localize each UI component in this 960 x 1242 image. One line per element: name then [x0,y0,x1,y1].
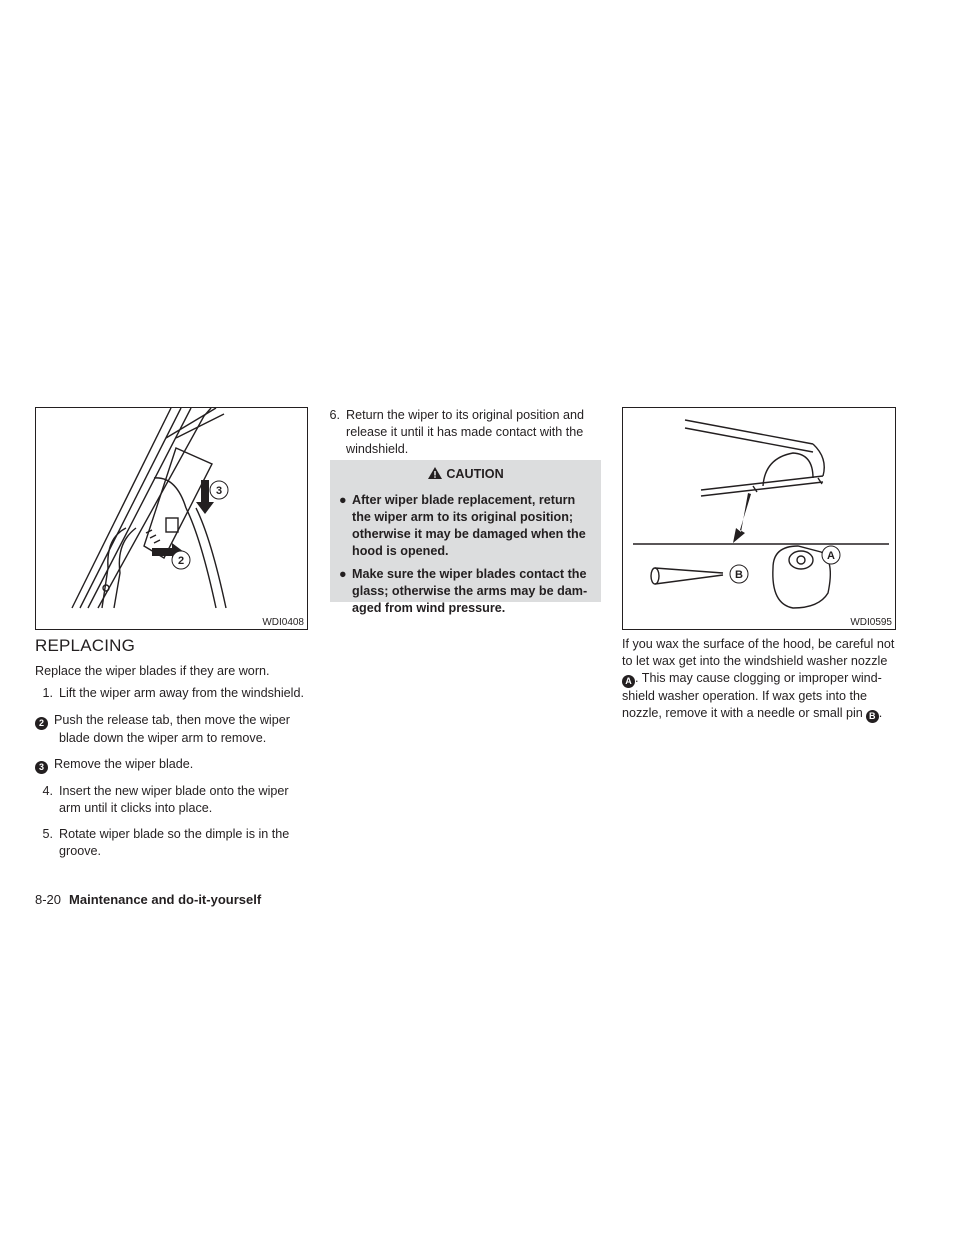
caution-line: otherwise it may be damaged when the [352,527,586,541]
step-number-circled: 3 [35,761,48,774]
step-number: 1. [42,686,53,700]
caution-line: hood is opened. [352,544,449,558]
page-footer [35,892,261,907]
ref-a: A [622,675,635,688]
step-6 [322,407,607,458]
step-1 [35,685,315,702]
section-heading: REPLACING [35,636,136,655]
caution-item: ● After wiper blade replacement, return the wiper arm to its original position; otherwise it may be damaged when the hood is opened. [330,492,601,560]
step-number-circled: 2 [35,717,48,730]
wax-line [622,705,896,723]
step-text-cont: release it until it has made contact with the [346,425,584,439]
wax-line: shield washer operation. If wax gets into the [622,689,868,703]
ref-b: B [866,710,879,723]
washer-nozzle-illustration [623,408,895,629]
step-text-cont: windshield. [346,442,409,456]
intro-text: Replace the wiper blades if they are worn. [35,664,270,678]
caution-box [330,460,601,615]
callout-2: 2 [177,555,185,567]
figure-code: WDI0595 [850,617,892,628]
page-number: 8-20 [35,892,62,907]
section-name: Maintenance and do-it-yourself [69,892,262,907]
callout-a: A [827,550,835,562]
caution-line: After wiper blade replacement, return [352,493,576,507]
step-3 [35,756,315,774]
step-text: Rotate wiper blade so the dimple is in the [59,827,290,841]
step-text: Return the wiper to its original position and [346,408,585,422]
wax-line: If you wax the surface of the hood, be careful not [622,637,895,651]
callout-b: B [735,569,743,581]
step-2 [35,712,315,747]
wax-line [622,670,896,688]
callout-3: 3 [215,485,223,497]
wax-paragraph [622,636,896,723]
step-text-cont: arm until it clicks into place. [59,801,213,815]
wiper-arm-illustration [36,408,307,629]
caution-line: aged from wind pressure. [352,601,506,615]
wax-text: . This may cause clogging or improper wind- [635,671,882,685]
wax-line: to let wax get into the windshield washer nozzle [622,654,888,668]
figure-code: WDI0408 [262,617,304,628]
step-text: Lift the wiper arm away from the windshield. [59,686,304,700]
caution-header [330,460,601,486]
caution-line: Make sure the wiper blades contact the [352,567,587,581]
step-text: Remove the wiper blade. [54,757,194,771]
caution-line: glass; otherwise the arms may be dam- [352,584,588,598]
figure-washer-nozzle [622,407,896,630]
wax-text: . [878,706,883,720]
warning-triangle-icon [427,466,443,480]
step-5 [35,826,315,860]
step-text: Insert the new wiper blade onto the wiper [59,784,289,798]
step-number: 4. [42,784,53,798]
step-text-cont: blade down the wiper arm to remove. [59,731,267,745]
step-number: 5. [42,827,53,841]
caution-title: CAUTION [446,467,504,481]
figure-wiper-release [35,407,308,630]
step-4 [35,783,315,817]
step-text-cont: groove. [59,844,102,858]
caution-line: the wiper arm to its original position; [352,510,574,524]
caution-item: ● Make sure the wiper blades contact the glass; otherwise the arms may be dam- aged from wind pressure. [330,566,601,617]
step-number: 6. [329,408,340,422]
wax-text: nozzle, remove it with a needle or small pin [622,706,863,720]
step-text: Push the release tab, then move the wiper [54,713,290,727]
